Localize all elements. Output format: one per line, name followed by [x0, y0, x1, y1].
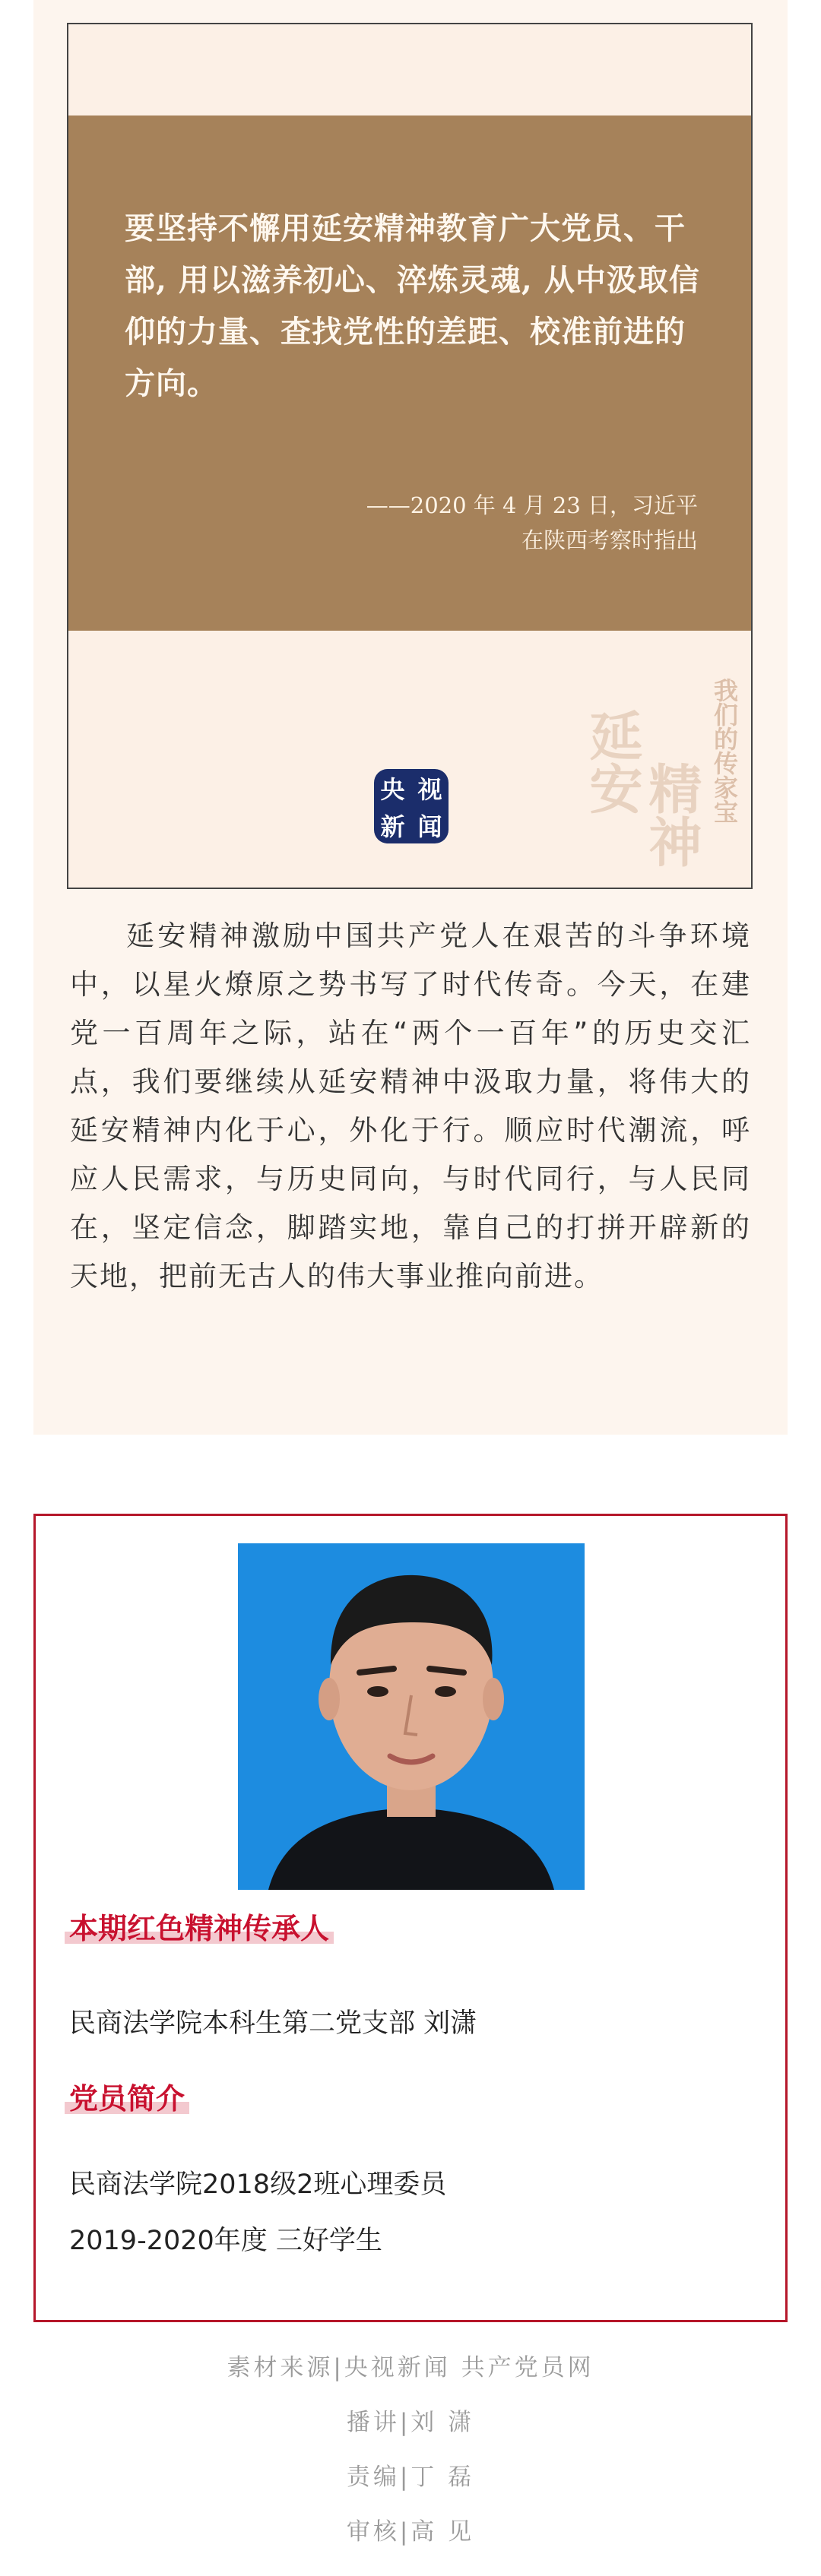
quote-source-date: ——2020 年 4 月 23 日，习近平	[366, 492, 698, 518]
logo-char: 新	[380, 812, 405, 841]
section-title-bio-text: 党员简介	[69, 2082, 185, 2116]
logo-char: 视	[417, 774, 442, 804]
section-title-inheritor	[69, 1905, 329, 1947]
profile-card	[33, 1514, 788, 2322]
credit-source: 素材来源|央视新闻 共产党员网	[227, 2354, 594, 2381]
quote-source	[366, 488, 698, 558]
quote-source-context: 在陕西考察时指出	[521, 527, 698, 553]
person-name-line: 民商法学院本科生第二党支部 刘潇	[69, 2008, 477, 2039]
bio-line-role: 民商法学院2018级2班心理委员	[69, 2169, 447, 2200]
credit-editor: 责编|丁 磊	[346, 2464, 475, 2491]
section-title-inheritor-text: 本期红色精神传承人	[69, 1912, 330, 1945]
watermark-text-c: 我们的传家宝	[710, 678, 739, 824]
person-portrait-icon	[238, 1543, 585, 1890]
quote-card	[67, 23, 753, 889]
article-paragraph: 延安精神激励中国共产党人在艰苦的斗争环境中，以星火燎原之势书写了时代传奇。今天，在建党一百周年之际，站在“两个一百年”的历史交汇点，我们要继续从延安精神中汲取力量，将伟大的延安精神内化于心，外化于行。顺应时代潮流，呼应人民需求，与历史同向，与时代同行，与人民同在，坚定信念，脚踏实地，靠自己的打拼开辟新的天地，把前无古人的伟大事业推向前进。	[70, 919, 751, 1293]
credits	[0, 2340, 821, 2559]
logo-char: 央	[380, 774, 405, 804]
logo-char: 闻	[417, 812, 442, 841]
quote-text: 要坚持不懈用延安精神教育广大党员、干部, 用以滋养初心、淬炼灵魂, 从中汲取信仰的力量、查找党性的差距、校准前进的方向。	[125, 210, 700, 401]
watermark	[581, 678, 739, 889]
credit-reviewer: 审核|高 见	[346, 2518, 475, 2546]
credit-narrator: 播讲|刘 潇	[346, 2409, 475, 2436]
watermark-text-b: 精神	[640, 761, 703, 868]
cctv-news-logo	[374, 769, 449, 843]
profile-photo	[238, 1543, 585, 1890]
bio-line-award: 2019-2020年度 三好学生	[69, 2226, 382, 2256]
watermark-text-a: 延安	[581, 708, 644, 815]
section-title-bio	[69, 2075, 185, 2117]
quote-band	[68, 116, 751, 631]
